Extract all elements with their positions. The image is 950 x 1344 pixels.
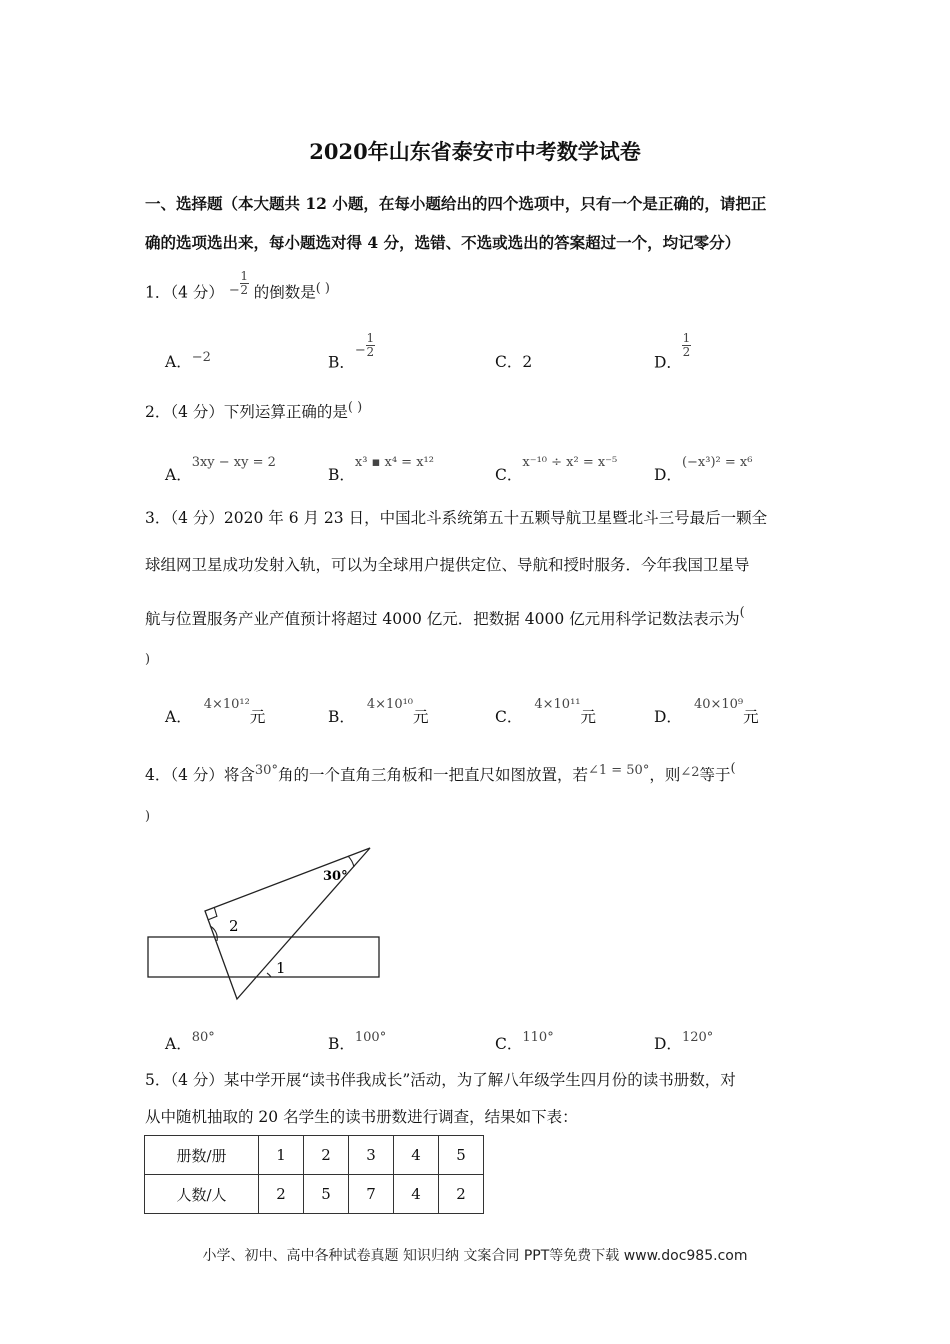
q4-c-label: C． <box>495 1035 523 1053</box>
q3-b-math: 4×10¹⁰ <box>366 697 414 712</box>
q2-c-value: x⁻¹⁰ ÷ x² = x⁻⁵ <box>522 455 618 470</box>
q1-b-num: 1 <box>366 331 375 345</box>
q5-line1: 5．（4 分）某中学开展“读书伴我成长”活动，为了解八年级学生四月份的读书册数，对 <box>145 1071 736 1089</box>
q4-number: 4．（4 分）将含 <box>145 766 255 784</box>
books-table <box>144 1135 484 1214</box>
angle30-arc <box>348 856 354 867</box>
q1-frac-num: 1 <box>240 269 249 283</box>
label-30: 30° <box>323 869 348 884</box>
table-cell: 3 <box>349 1136 394 1175</box>
q4-d-label: D． <box>654 1035 682 1053</box>
q1-fraction <box>240 270 249 297</box>
q2-d-value: (−x³)² = x⁶ <box>681 455 753 470</box>
q1-c-label: C． <box>495 353 523 371</box>
q4-c-value: 110° <box>522 1030 554 1045</box>
q3-a-math: 4×10¹² <box>203 697 250 712</box>
table-cell: 5 <box>304 1175 349 1214</box>
q1-a-label: A． <box>165 353 192 371</box>
q4-angle-condition: ∠1 = 50° <box>587 763 650 778</box>
q2-number: 2．（4 分） <box>145 403 224 421</box>
label-2: 2 <box>229 917 239 935</box>
q1-d-num: 1 <box>682 331 691 345</box>
section-heading-line2: 确的选项选出来，每小题选对得 4 分，选错、不选或选出的答案超过一个，均记零分） <box>145 233 741 252</box>
q5-line2: 从中随机抽取的 20 名学生的读书册数进行调查，结果如下表： <box>145 1108 578 1126</box>
q1-b-label: B． <box>328 353 355 372</box>
q4-text3: ，则 <box>649 766 681 784</box>
q3-line3 <box>145 607 745 629</box>
q2-option-b <box>328 455 434 485</box>
q3-paren-open: ( <box>739 605 745 620</box>
label-1: 1 <box>276 959 286 977</box>
q1-option-a <box>165 350 211 372</box>
q4-d-value: 120° <box>681 1030 714 1045</box>
q1-paren: ( ) <box>315 280 330 296</box>
ruler-rectangle <box>148 937 379 977</box>
q3-b-label: B． <box>328 708 355 726</box>
page-title: 2020年山东省泰安市中考数学试卷 <box>309 139 641 164</box>
q3-d-unit: 元 <box>743 708 759 726</box>
q1-d-den: 2 <box>682 345 691 359</box>
section-heading-line1: 一、选择题（本大题共 12 小题，在每小题给出的四个选项中，只有一个是正确的，请把正 <box>145 194 767 213</box>
q3-line1: 3．（4 分）2020 年 6 月 23 日，中国北斗系统第五十五颗导航卫星暨北斗三号最后一颗全 <box>145 509 768 527</box>
triangle-ruler-figure <box>140 840 390 1005</box>
q3-d-label: D． <box>654 708 682 726</box>
q2-d-label: D． <box>654 466 682 484</box>
q2-c-label: C． <box>495 466 523 484</box>
q2-b-value: x³ ▪ x⁴ = x¹² <box>354 455 434 470</box>
q1-option-c <box>495 350 532 372</box>
q1-c-value: 2 <box>522 353 533 371</box>
q1-b-den: 2 <box>366 345 375 359</box>
q1-option-d <box>654 331 691 377</box>
q2-b-label: B． <box>328 466 355 484</box>
q2-a-value: 3xy − xy = 2 <box>191 455 276 470</box>
q3-line2: 球组网卫星成功发射入轨，可以为全球用户提供定位、导航和授时服务．今年我国卫星导 <box>145 556 750 574</box>
q2-text: 下列运算正确的是 <box>223 403 348 421</box>
q4-option-d <box>654 1032 713 1054</box>
q1-a-value: −2 <box>191 350 211 365</box>
q3-c-unit: 元 <box>580 708 597 726</box>
q4-b-label: B． <box>328 1035 355 1053</box>
q3-line3-text: 航与位置服务产业产值预计将超过 4000 亿元．把数据 4000 亿元用科学记数法表示为 <box>145 610 740 628</box>
q4-text2: 角的一个直角三角板和一把直尺如图放置，若 <box>277 766 588 784</box>
q2-option-a <box>165 455 276 485</box>
q2-paren: ( ) <box>347 400 363 415</box>
q4-paren-close: ) <box>145 809 151 824</box>
q4-angle2: ∠2 <box>680 765 700 780</box>
table-cell: 2 <box>439 1175 484 1214</box>
q4-option-c <box>495 1032 554 1054</box>
q3-a-unit: 元 <box>249 708 266 726</box>
table-cell: 2 <box>259 1175 304 1214</box>
question-4 <box>145 763 736 785</box>
q4-text4: 等于 <box>699 766 731 784</box>
q3-b-unit: 元 <box>413 708 429 726</box>
table-row <box>145 1175 484 1214</box>
table-row <box>145 1136 484 1175</box>
page-footer: 小学、初中、高中各种试卷真题 知识归纳 文案合同 PPT等免费下载 www.doc985.com <box>202 1248 748 1264</box>
q1-number: 1．（4 分） <box>145 283 224 302</box>
question-2 <box>145 400 362 422</box>
q1-frac-sign: − <box>228 282 240 298</box>
q2-option-d <box>654 455 753 485</box>
table-cell: 5 <box>439 1136 484 1175</box>
table-header-cell: 册数/册 <box>145 1136 259 1175</box>
q1-text: 的倒数是 <box>253 283 316 302</box>
q4-paren-open: ( <box>730 761 736 776</box>
q1-d-fraction <box>682 332 691 359</box>
q3-c-label: C． <box>495 708 523 726</box>
q3-a-label: A． <box>165 708 192 726</box>
table-cell: 1 <box>259 1136 304 1175</box>
table-cell: 4 <box>394 1136 439 1175</box>
table-cell: 7 <box>349 1175 394 1214</box>
q4-b-value: 100° <box>354 1030 387 1045</box>
q4-a-value: 80° <box>191 1030 215 1045</box>
q4-a-label: A． <box>165 1035 192 1053</box>
q4-option-b <box>328 1032 386 1054</box>
q1-option-b <box>328 331 375 377</box>
q2-a-label: A． <box>165 466 192 484</box>
q1-d-label: D． <box>654 353 682 372</box>
q4-option-a <box>165 1032 215 1054</box>
table-cell: 2 <box>304 1136 349 1175</box>
question-1 <box>145 269 330 307</box>
q4-angle30: 30° <box>254 763 278 778</box>
q1-b-sign: − <box>354 342 366 358</box>
q3-paren-close: ) <box>145 652 151 667</box>
table-header-cell: 人数/人 <box>145 1175 259 1214</box>
q3-c-math: 4×10¹¹ <box>534 697 581 712</box>
table-cell: 4 <box>394 1175 439 1214</box>
q1-b-fraction <box>366 332 375 359</box>
q3-d-math: 40×10⁹ <box>693 697 744 712</box>
q1-frac-den: 2 <box>240 283 249 297</box>
